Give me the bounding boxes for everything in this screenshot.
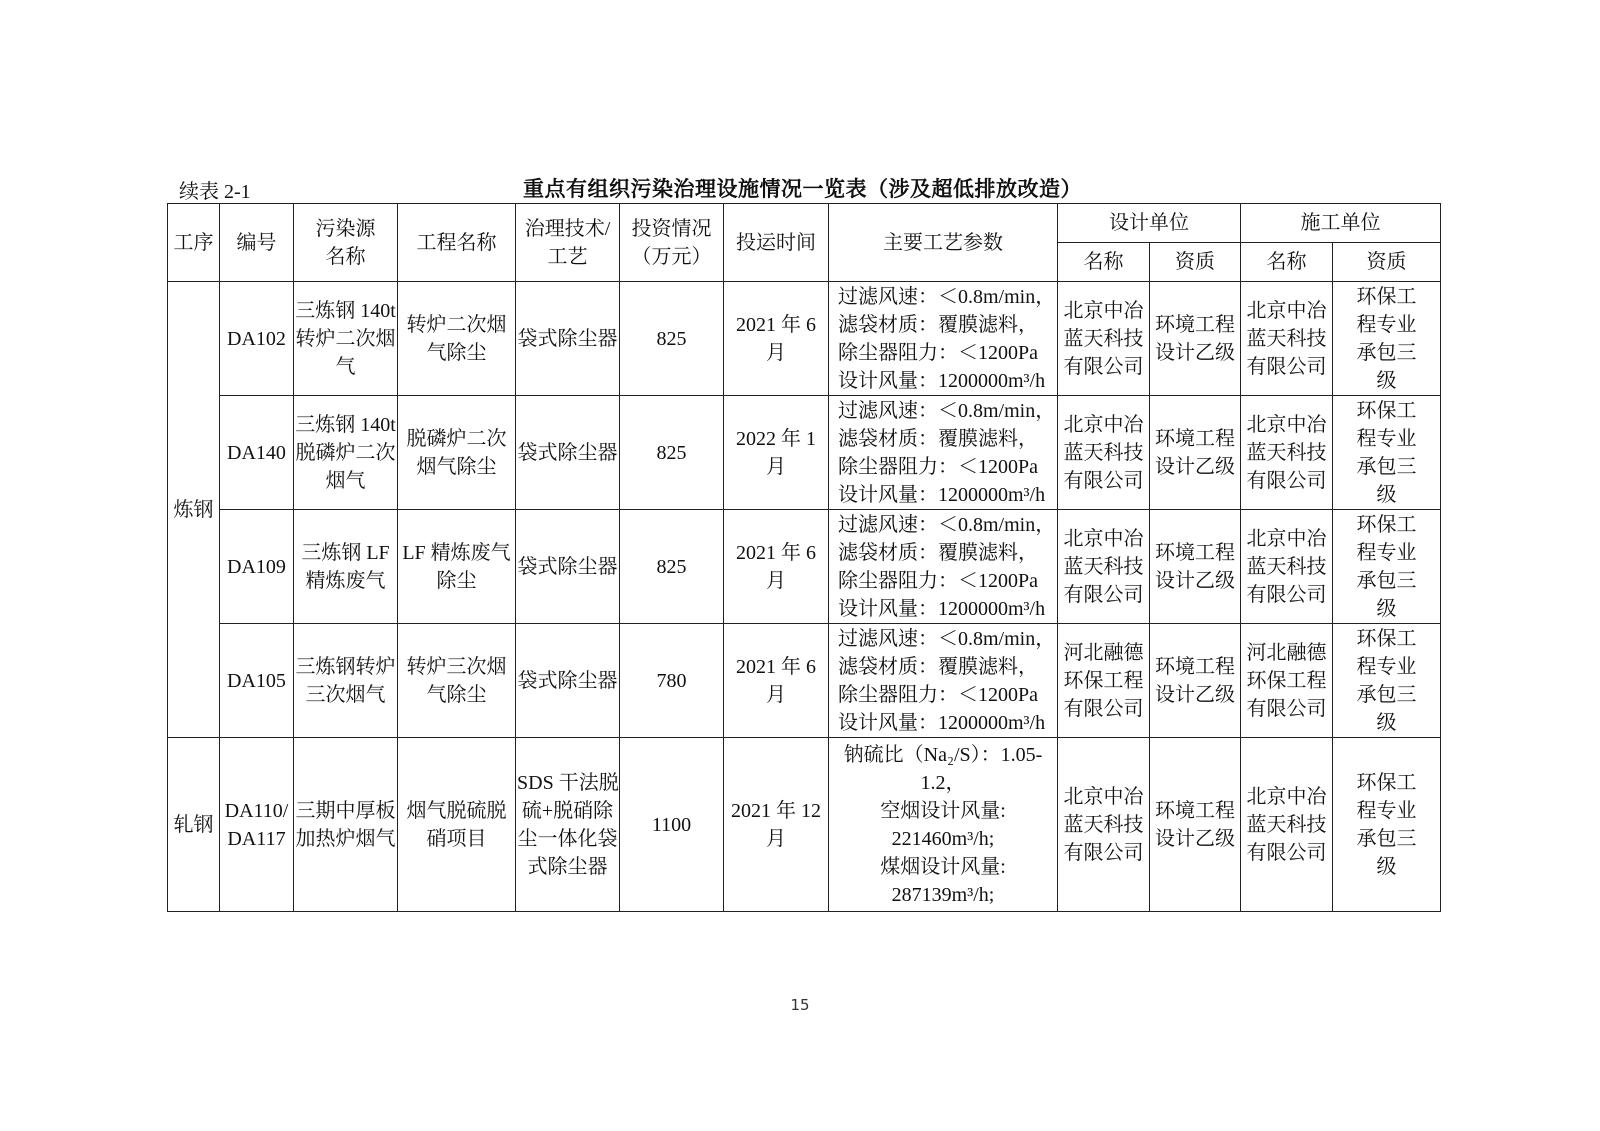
construction-qualification-cell: 环保工 程专业 承包三 级	[1333, 396, 1441, 510]
params-cell: 过滤风速：＜0.8m/min， 滤袋材质：覆膜滤料， 除尘器阻力：＜1200Pa 设计风量：1200000m³/h	[829, 282, 1058, 396]
construction-name-cell: 北京中冶 蓝天科技 有限公司	[1241, 282, 1333, 396]
header-row	[168, 204, 1441, 243]
code-cell: DA105	[220, 624, 294, 738]
params-cell: 过滤风速：＜0.8m/min， 滤袋材质：覆膜滤料， 除尘器阻力：＜1200Pa 设计风量：1200000m³/h	[829, 510, 1058, 624]
header-investment: 投资情况 （万元）	[620, 204, 724, 282]
header-process: 工序	[168, 204, 220, 282]
table-label: 续表 2-1	[179, 181, 251, 203]
params-cell: 过滤风速：＜0.8m/min， 滤袋材质：覆膜滤料， 除尘器阻力：＜1200Pa 设计风量：1200000m³/h	[829, 624, 1058, 738]
construction-name-cell: 北京中冶 蓝天科技 有限公司	[1241, 510, 1333, 624]
project-cell: 烟气脱硫脱 硝项目	[398, 738, 516, 912]
design-qualification-cell: 环境工程 设计乙级	[1150, 510, 1241, 624]
code-cell: DA110/ DA117	[220, 738, 294, 912]
header-project: 工程名称	[398, 204, 516, 282]
table-row	[168, 510, 1441, 624]
page-number: 15	[790, 996, 810, 1014]
investment-cell: 825	[620, 282, 724, 396]
design-name-cell: 河北融德 环保工程 有限公司	[1058, 624, 1150, 738]
construction-qualification-cell: 环保工 程专业 承包三 级	[1333, 624, 1441, 738]
technology-cell: 袋式除尘器	[516, 510, 620, 624]
facility-table	[167, 203, 1441, 912]
investment-cell: 825	[620, 510, 724, 624]
table-row	[168, 624, 1441, 738]
header-construction-name: 名称	[1241, 243, 1333, 282]
design-qualification-cell: 环境工程 设计乙级	[1150, 396, 1241, 510]
design-name-cell: 北京中冶 蓝天科技 有限公司	[1058, 282, 1150, 396]
process-cell: 轧钢	[168, 738, 220, 912]
project-cell: 转炉二次烟 气除尘	[398, 282, 516, 396]
design-qualification-cell: 环境工程 设计乙级	[1150, 738, 1241, 912]
source-cell: 三炼钢转炉 三次烟气	[294, 624, 398, 738]
technology-cell: 袋式除尘器	[516, 624, 620, 738]
code-cell: DA102	[220, 282, 294, 396]
time-cell: 2021 年 12 月	[724, 738, 829, 912]
table-row	[168, 282, 1441, 396]
time-cell: 2022 年 1 月	[724, 396, 829, 510]
table-row	[168, 396, 1441, 510]
investment-cell: 1100	[620, 738, 724, 912]
time-cell: 2021 年 6 月	[724, 624, 829, 738]
params-cell: 过滤风速：＜0.8m/min， 滤袋材质：覆膜滤料， 除尘器阻力：＜1200Pa 设计风量：1200000m³/h	[829, 396, 1058, 510]
header-source: 污染源 名称	[294, 204, 398, 282]
header-params: 主要工艺参数	[829, 204, 1058, 282]
project-cell: LF 精炼废气 除尘	[398, 510, 516, 624]
code-cell: DA140	[220, 396, 294, 510]
process-cell: 炼钢	[168, 282, 220, 738]
header-time: 投运时间	[724, 204, 829, 282]
table-row	[168, 738, 1441, 912]
table-title: 重点有组织污染治理设施情况一览表（涉及超低排放改造）	[523, 177, 1082, 201]
source-cell: 三期中厚板 加热炉烟气	[294, 738, 398, 912]
construction-qualification-cell: 环保工 程专业 承包三 级	[1333, 282, 1441, 396]
header-design-qualification: 资质	[1150, 243, 1241, 282]
source-cell: 三炼钢 140t 转炉二次烟 气	[294, 282, 398, 396]
design-name-cell: 北京中冶 蓝天科技 有限公司	[1058, 396, 1150, 510]
header-technology: 治理技术/ 工艺	[516, 204, 620, 282]
time-cell: 2021 年 6 月	[724, 282, 829, 396]
construction-name-cell: 北京中冶 蓝天科技 有限公司	[1241, 396, 1333, 510]
project-cell: 脱磷炉二次 烟气除尘	[398, 396, 516, 510]
construction-qualification-cell: 环保工 程专业 承包三 级	[1333, 510, 1441, 624]
code-cell: DA109	[220, 510, 294, 624]
investment-cell: 825	[620, 396, 724, 510]
table-caption	[165, 173, 1440, 203]
source-cell: 三炼钢 LF 精炼废气	[294, 510, 398, 624]
construction-name-cell: 河北融德 环保工程 有限公司	[1241, 624, 1333, 738]
header-construction-qualification: 资质	[1333, 243, 1441, 282]
construction-name-cell: 北京中冶 蓝天科技 有限公司	[1241, 738, 1333, 912]
header-construction-unit: 施工单位	[1241, 204, 1441, 243]
time-cell: 2021 年 6 月	[724, 510, 829, 624]
params-cell: 钠硫比（Na₂/S）：1.05- 1.2， 空烟设计风量: 221460m³/h; 煤烟设计风量: 287139m³/h;	[829, 738, 1058, 912]
design-qualification-cell: 环境工程 设计乙级	[1150, 282, 1241, 396]
construction-qualification-cell: 环保工 程专业 承包三 级	[1333, 738, 1441, 912]
source-cell: 三炼钢 140t 脱磷炉二次 烟气	[294, 396, 398, 510]
project-cell: 转炉三次烟 气除尘	[398, 624, 516, 738]
technology-cell: SDS 干法脱 硫+脱硝除 尘一体化袋 式除尘器	[516, 738, 620, 912]
investment-cell: 780	[620, 624, 724, 738]
header-design-name: 名称	[1058, 243, 1150, 282]
technology-cell: 袋式除尘器	[516, 396, 620, 510]
header-design-unit: 设计单位	[1058, 204, 1241, 243]
design-name-cell: 北京中冶 蓝天科技 有限公司	[1058, 738, 1150, 912]
design-name-cell: 北京中冶 蓝天科技 有限公司	[1058, 510, 1150, 624]
header-code: 编号	[220, 204, 294, 282]
technology-cell: 袋式除尘器	[516, 282, 620, 396]
design-qualification-cell: 环境工程 设计乙级	[1150, 624, 1241, 738]
